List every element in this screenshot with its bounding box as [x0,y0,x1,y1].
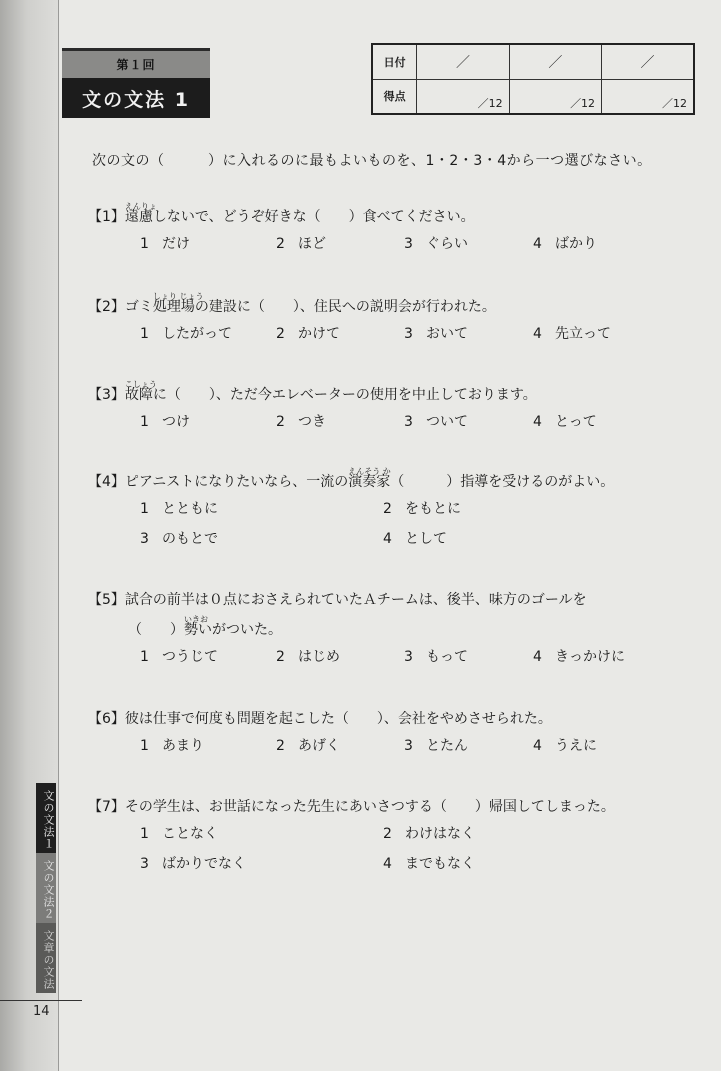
score-cell[interactable]: ／12 [602,79,694,114]
option[interactable]: 3 もって [404,649,468,665]
question-3: 【3】 こしょう 故障に（ ）、ただ今エレベーターの使用を中止しております。 1 つけ 2 つき 3 ついて 4 とって [88,380,597,430]
option[interactable]: 3 ついて [404,414,468,430]
option[interactable]: 2 わけはなく [383,826,475,842]
option[interactable]: 4 とって [533,414,597,430]
option[interactable]: 2 つき [276,414,326,430]
question-2: 【2】ゴミ しょり じょう 処理場の建設に（ ）、住民への説明会が行われた。 1 したがって 2 かけて 3 おいて 4 先立って [88,292,611,342]
option[interactable]: 1 だけ [140,236,190,252]
instruction-text: 次の文の（ ）に入れるのに最もよいものを、1・2・3・4から一つ選びなさい。 [92,153,652,169]
option[interactable]: 3 ばかりでなく [140,856,246,872]
score-label: 得点 [372,79,417,114]
option[interactable]: 4 ばかり [533,236,597,252]
date-label: 日付 [372,44,417,79]
score-table [371,43,695,115]
question-5: 【5】試合の前半は０点におさえられていたＡチームは、後半、味方のゴールを （ ） いきお 勢いがついた。 1 つうじて 2 はじめ 3 もって 4 きっかけに [88,592,625,665]
option[interactable]: 3 ぐらい [404,236,468,252]
option[interactable]: 1 つうじて [140,649,218,665]
date-cell[interactable]: ／ [602,44,694,79]
question-6: 【6】彼は仕事で何度も問題を起こした（ ）、会社をやめさせられた。 1 あまり 2 あげく 3 とたん 4 うえに [88,711,597,754]
option[interactable]: 1 とともに [140,501,218,517]
option[interactable]: 2 あげく [276,738,340,754]
option[interactable]: 4 うえに [533,738,597,754]
option[interactable]: 2 かけて [276,326,340,342]
date-cell[interactable]: ／ [509,44,601,79]
section-tab-active[interactable]: 文の文法１ [36,783,56,853]
option[interactable]: 1 あまり [140,738,204,754]
section-tab[interactable]: 文の文法２ [36,853,56,923]
option[interactable]: 1 したがって [140,326,232,342]
option[interactable]: 4 先立って [533,326,611,342]
question-4: 【4】ピアニストになりたいなら、一流の えんそう か 演奏家（ ）指導を受けるのがよい。 1 とともに 2 をもとに 3 のもとで 4 として [88,467,615,547]
option[interactable]: 3 おいて [404,326,468,342]
option[interactable]: 4 きっかけに [533,649,625,665]
footer-rule [0,1000,82,1001]
option[interactable]: 1 ことなく [140,826,218,842]
lesson-header [62,48,210,120]
question-7: 【7】その学生は、お世話になった先生にあいさつする（ ）帰国してしまった。 1 ことなく 2 わけはなく 3 ばかりでなく 4 までもなく [88,799,615,872]
option[interactable]: 4 までもなく [383,856,475,872]
page-number: 14 [33,1004,50,1019]
option[interactable]: 2 ほど [276,236,326,252]
option[interactable]: 4 として [383,531,447,547]
option[interactable]: 3 とたん [404,738,468,754]
score-cell[interactable]: ／12 [417,79,509,114]
section-tab[interactable]: 文章の文法 [36,923,56,993]
section-tabs [36,783,56,993]
question-1: 【1】 えんりょ 遠慮しないで、どうぞ好きな（ ）食べてください。 1 だけ 2 ほど 3 ぐらい 4 ばかり [88,202,597,252]
lesson-number: 第１回 [62,48,210,78]
option[interactable]: 2 をもとに [383,501,461,517]
option[interactable]: 2 はじめ [276,649,340,665]
date-cell[interactable]: ／ [417,44,509,79]
lesson-title: 文の文法 1 [62,78,210,118]
option[interactable]: 1 つけ [140,414,190,430]
score-cell[interactable]: ／12 [509,79,601,114]
option[interactable]: 3 のもとで [140,531,218,547]
